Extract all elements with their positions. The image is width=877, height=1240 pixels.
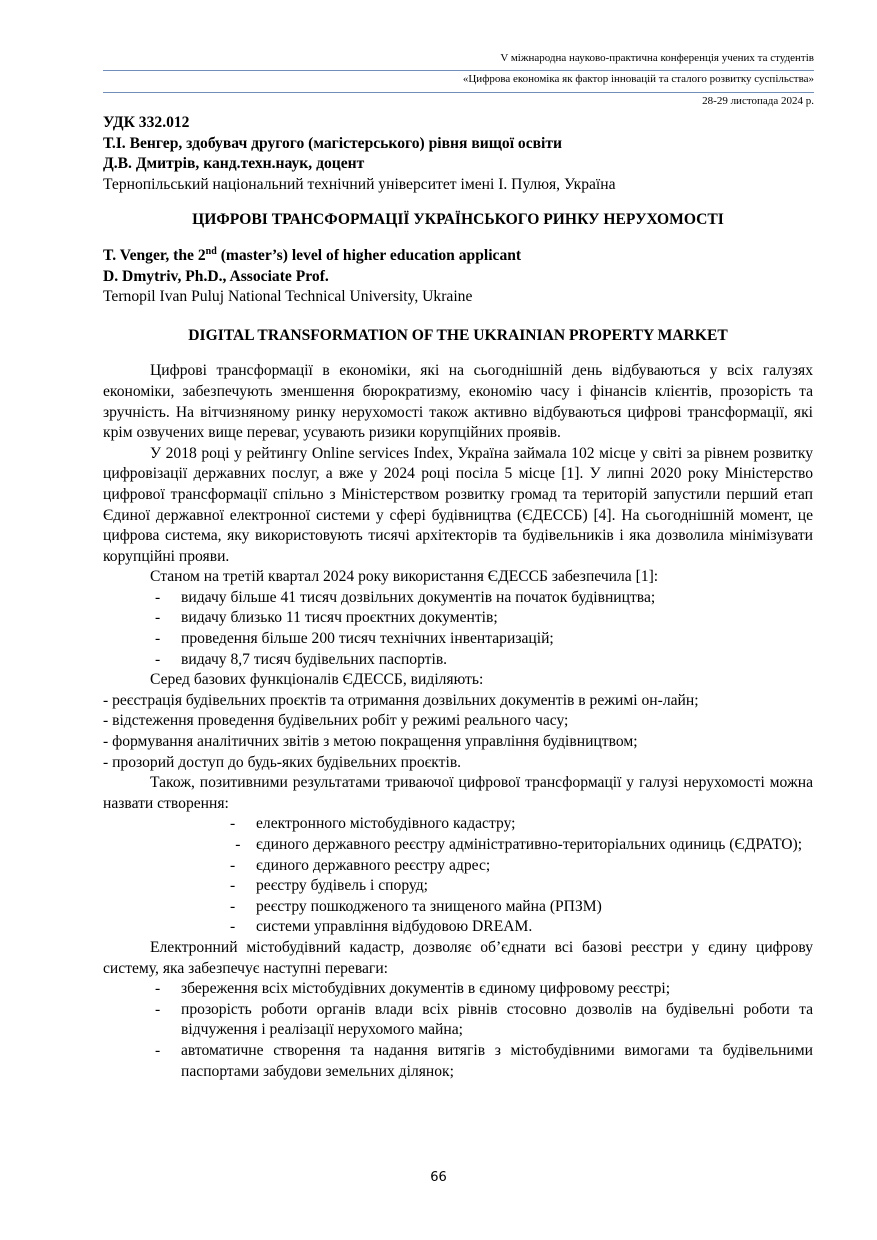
author-ua-2: Д.В. Дмитрів, канд.техн.наук, доцент [103,155,365,173]
author-en-2: D. Dmytriv, Ph.D., Associate Prof. [103,267,329,285]
list-item: - єдиного державного реєстру адміністративно-територіальних одиниць (ЄДРАТО); [235,836,803,853]
page-number: 66 [430,1170,447,1185]
list-item: - прозорість роботи органів влади всіх рівнів стосовно дозволів на будівельні роботи та відчуження і реалізації нерухомого майна; [155,1000,813,1039]
list-item: - автоматичне створення та надання витягів з містобудівними вимогами та будівельними паспортами забудови земельних ділянок; [155,1041,813,1080]
list-item: - електронного містобудівного кадастру; [230,815,516,833]
list-item: - видачу близько 11 тисяч проєктних документів; [155,609,498,627]
conference-title: «Цифрова економіка як фактор інновацій та сталого розвитку суспільства» [462,73,814,85]
list-item: - реєстрація будівельних проєктів та отримання дозвільних документів в режимі он-лайн; [103,691,699,709]
paragraph-1: Цифрові трансформації в економіки, які на сьогоднішній день відбуваються у всіх галузях економіки, забезпечують зменшення бюрократизму, економію часу і фінансів клієнтів, прозорість та зручність. На вітчизняному ринку нерухомості також активно відбуваються цифрові трансформації, які крім озвучених вище переваг, усувають ризики корупційних проявів. [103,362,813,442]
paragraph-3: Станом на третій квартал 2024 року використання ЄДЕССБ забезпечила [1]: [150,568,659,586]
author-en-1: T. Venger, the 2nd (master’s) level of higher education applicant [103,245,522,264]
list-item: - єдиного державного реєстру адрес; [230,856,491,874]
title-en: DIGITAL TRANSFORMATION OF THE UKRAINIAN PROPERTY MARKET [188,326,728,344]
list-item: - прозорий доступ до будь-яких будівельних проєктів. [103,753,462,771]
paragraph-6: Електронний містобудівний кадастр, дозволяє об’єднати всі базові реєстри у єдину цифрову систему, яка забезпечує наступні переваги: [103,938,813,977]
paragraph-4: Серед базових функціоналів ЄДЕССБ, виділяють: [150,671,484,689]
advantages-list [103,979,813,1082]
author-ua-1: Т.І. Венгер, здобувач другого (магістерського) рівня вищої освіти [103,134,563,152]
list-item: - системи управління відбудовою DREAM. [230,918,533,936]
conference-date: 28-29 листопада 2024 р. [702,95,814,107]
header-rule [103,70,814,71]
list-item: - відстеження проведення будівельних робіт у режимі реального часу; [103,712,569,730]
list-item: - збереження всіх містобудівних документів в єдиному цифровому реєстрі; [155,980,671,998]
paragraph-2: У 2018 році у рейтингу Online services Index, Україна займала 102 місце у світі за рівнем розвитку цифровізації державних послуг, а вже у 2024 році посіла 5 місце [1]. У липні 2020 року Міністерство цифрової трансформації спільно з Міністерством розвитку громад та територій запустили перший етап Єдиної державної електронної системи у сфері будівництва (ЄДЕССБ) [4]. На сьогоднішній момент, це цифрова система, яку використовують тисячі архітекторів та будівельників і яка дозволила мінімізувати корупційні прояви. [103,444,813,565]
statistics-list [103,588,813,670]
list-item: - реєстру будівель і споруд; [230,877,428,895]
list-item: - реєстру пошкодженого та знищеного майна (РПЗМ) [230,897,602,915]
list-item: - видачу 8,7 тисяч будівельних паспортів. [155,650,448,668]
registries-list [103,814,813,938]
article-body [103,113,813,1082]
affiliation-ua: Тернопільський національний технічний університет імені І. Пулюя, Україна [103,175,616,193]
header-rule [103,92,814,93]
list-item: - формування аналітичних звітів з метою покращення управління будівництвом; [103,733,638,751]
paragraph-5: Також, позитивними результатами триваючої цифрової трансформації у галузі нерухомості можна назвати створення: [103,774,813,812]
udk-code: УДК 332.012 [103,114,190,131]
list-item: - проведення більше 200 тисяч технічних інвентаризацій; [155,630,554,648]
list-item: - видачу більше 41 тисяч дозвільних документів на початок будівництва; [155,588,656,606]
functions-list [103,691,813,773]
title-ua: ЦИФРОВІ ТРАНСФОРМАЦІЇ УКРАЇНСЬКОГО РИНКУ НЕРУХОМОСТІ [192,211,724,229]
conference-header: V міжнародна науково-практична конференція учених та студентів [500,52,814,64]
affiliation-en: Ternopil Ivan Puluj National Technical University, Ukraine [103,288,473,306]
